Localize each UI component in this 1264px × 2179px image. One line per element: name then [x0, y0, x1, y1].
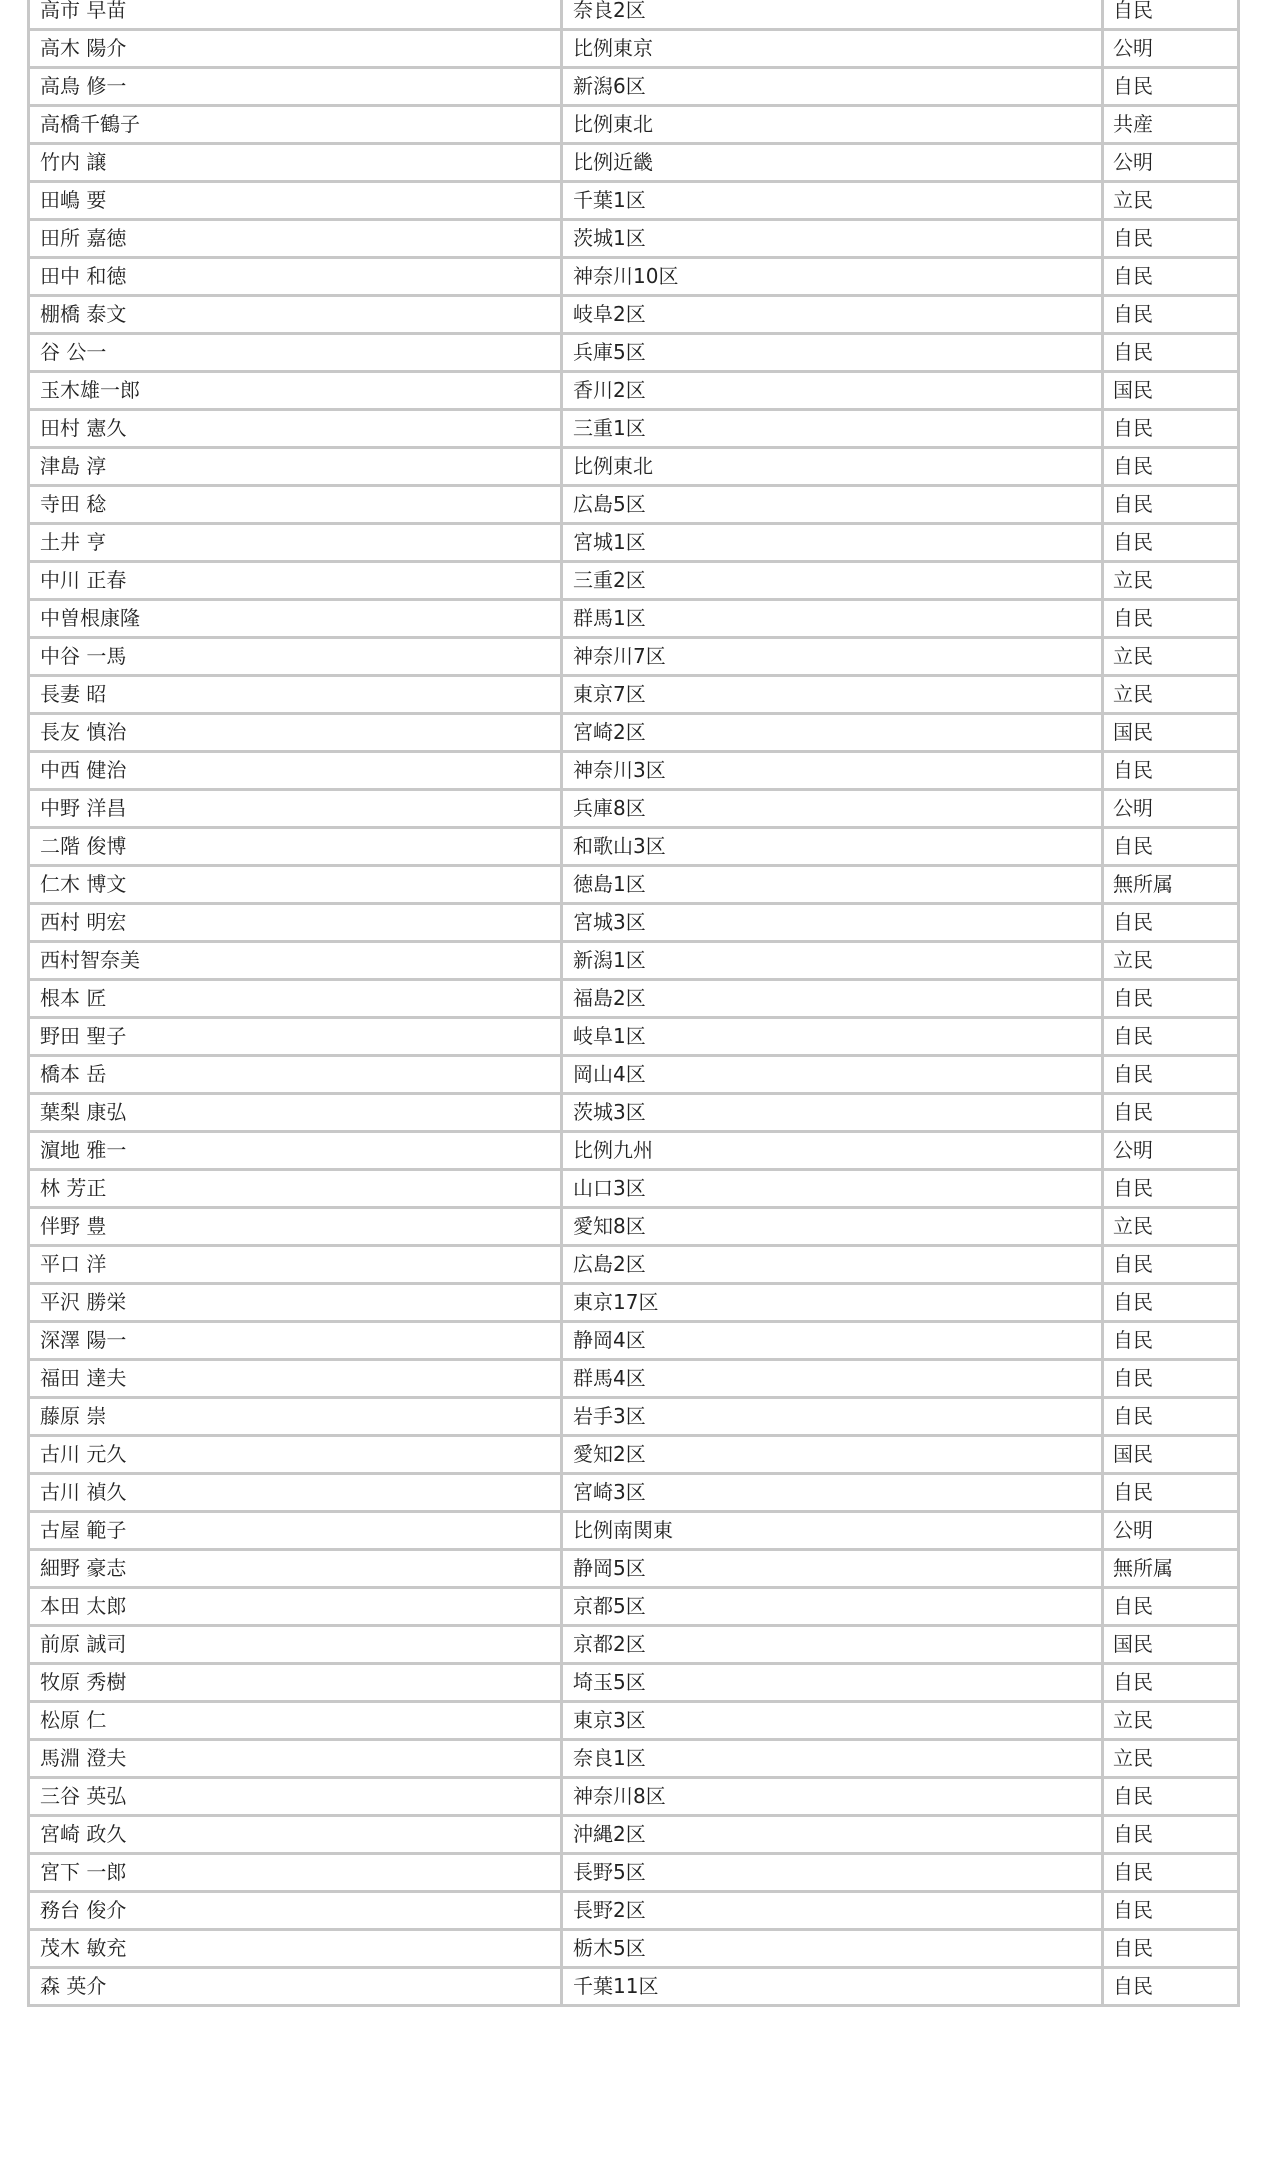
- member-name-cell: 二階 俊博: [29, 828, 562, 866]
- member-name-cell: 谷 公一: [29, 334, 562, 372]
- table-row: [29, 904, 1239, 942]
- table-row: [29, 68, 1239, 106]
- party-cell: 自民: [1103, 220, 1239, 258]
- member-name-cell: 中曽根康隆: [29, 600, 562, 638]
- district-cell: 兵庫8区: [562, 790, 1103, 828]
- party-cell: 公明: [1103, 30, 1239, 68]
- district-cell: 比例南関東: [562, 1512, 1103, 1550]
- member-name-cell: 宮下 一郎: [29, 1854, 562, 1892]
- table-row: [29, 448, 1239, 486]
- member-name-cell: 茂木 敏充: [29, 1930, 562, 1968]
- party-cell: 立民: [1103, 1740, 1239, 1778]
- party-cell: 自民: [1103, 524, 1239, 562]
- table-row: [29, 1322, 1239, 1360]
- district-cell: 兵庫5区: [562, 334, 1103, 372]
- table-row: [29, 866, 1239, 904]
- district-cell: 岐阜1区: [562, 1018, 1103, 1056]
- district-cell: 宮城1区: [562, 524, 1103, 562]
- table-row: [29, 638, 1239, 676]
- district-cell: 沖縄2区: [562, 1816, 1103, 1854]
- district-cell: 静岡5区: [562, 1550, 1103, 1588]
- district-cell: 茨城1区: [562, 220, 1103, 258]
- table-row: [29, 1550, 1239, 1588]
- member-name-cell: 高木 陽介: [29, 30, 562, 68]
- table-row: [29, 258, 1239, 296]
- district-cell: 三重2区: [562, 562, 1103, 600]
- table-row: [29, 1094, 1239, 1132]
- district-cell: 神奈川3区: [562, 752, 1103, 790]
- district-cell: 愛知2区: [562, 1436, 1103, 1474]
- member-name-cell: 野田 聖子: [29, 1018, 562, 1056]
- member-name-cell: 田中 和徳: [29, 258, 562, 296]
- member-name-cell: 牧原 秀樹: [29, 1664, 562, 1702]
- table-row: [29, 1436, 1239, 1474]
- table-row: [29, 1702, 1239, 1740]
- member-name-cell: 仁木 博文: [29, 866, 562, 904]
- member-name-cell: 田所 嘉徳: [29, 220, 562, 258]
- member-name-cell: 宮崎 政久: [29, 1816, 562, 1854]
- table-row: [29, 676, 1239, 714]
- table-row: [29, 752, 1239, 790]
- table-row: [29, 790, 1239, 828]
- party-cell: 立民: [1103, 676, 1239, 714]
- table-row: [29, 942, 1239, 980]
- party-cell: 公明: [1103, 1512, 1239, 1550]
- party-cell: 自民: [1103, 1056, 1239, 1094]
- party-cell: 国民: [1103, 714, 1239, 752]
- district-cell: 京都2区: [562, 1626, 1103, 1664]
- party-cell: 公明: [1103, 144, 1239, 182]
- district-cell: 栃木5区: [562, 1930, 1103, 1968]
- district-cell: 比例東北: [562, 448, 1103, 486]
- party-cell: 国民: [1103, 1626, 1239, 1664]
- district-cell: 愛知8区: [562, 1208, 1103, 1246]
- party-cell: 公明: [1103, 1132, 1239, 1170]
- member-name-cell: 伴野 豊: [29, 1208, 562, 1246]
- party-cell: 自民: [1103, 1968, 1239, 2006]
- table-row: [29, 1892, 1239, 1930]
- member-name-cell: 玉木雄一郎: [29, 372, 562, 410]
- party-cell: 立民: [1103, 1702, 1239, 1740]
- table-row: [29, 714, 1239, 752]
- district-cell: 新潟6区: [562, 68, 1103, 106]
- party-cell: 国民: [1103, 1436, 1239, 1474]
- table-row: [29, 524, 1239, 562]
- district-cell: 東京7区: [562, 676, 1103, 714]
- member-name-cell: 中西 健治: [29, 752, 562, 790]
- table-row: [29, 1778, 1239, 1816]
- member-name-cell: 津島 淳: [29, 448, 562, 486]
- table-row: [29, 1170, 1239, 1208]
- member-name-cell: 濵地 雅一: [29, 1132, 562, 1170]
- district-cell: 岐阜2区: [562, 296, 1103, 334]
- member-name-cell: 務台 俊介: [29, 1892, 562, 1930]
- district-cell: 和歌山3区: [562, 828, 1103, 866]
- district-cell: 比例近畿: [562, 144, 1103, 182]
- table-row: [29, 1056, 1239, 1094]
- member-name-cell: 三谷 英弘: [29, 1778, 562, 1816]
- party-cell: 自民: [1103, 1322, 1239, 1360]
- member-name-cell: 高市 早苗: [29, 0, 562, 30]
- members-table-container: [27, 0, 1237, 2007]
- table-row: [29, 1208, 1239, 1246]
- party-cell: 自民: [1103, 600, 1239, 638]
- party-cell: 自民: [1103, 828, 1239, 866]
- table-row: [29, 30, 1239, 68]
- table-row: [29, 1664, 1239, 1702]
- party-cell: 自民: [1103, 1284, 1239, 1322]
- table-row: [29, 1246, 1239, 1284]
- district-cell: 新潟1区: [562, 942, 1103, 980]
- party-cell: 立民: [1103, 942, 1239, 980]
- party-cell: 立民: [1103, 638, 1239, 676]
- party-cell: 自民: [1103, 1398, 1239, 1436]
- district-cell: 宮城3区: [562, 904, 1103, 942]
- table-row: [29, 106, 1239, 144]
- table-row: [29, 144, 1239, 182]
- party-cell: 自民: [1103, 486, 1239, 524]
- table-row: [29, 1740, 1239, 1778]
- district-cell: 比例東京: [562, 30, 1103, 68]
- party-cell: 自民: [1103, 1664, 1239, 1702]
- table-row: [29, 1132, 1239, 1170]
- member-name-cell: 古川 元久: [29, 1436, 562, 1474]
- table-row: [29, 562, 1239, 600]
- district-cell: 東京17区: [562, 1284, 1103, 1322]
- member-name-cell: 長友 慎治: [29, 714, 562, 752]
- party-cell: 無所属: [1103, 1550, 1239, 1588]
- party-cell: 自民: [1103, 448, 1239, 486]
- party-cell: 自民: [1103, 1094, 1239, 1132]
- member-name-cell: 田嶋 要: [29, 182, 562, 220]
- table-row: [29, 1398, 1239, 1436]
- member-name-cell: 平沢 勝栄: [29, 1284, 562, 1322]
- party-cell: 自民: [1103, 1018, 1239, 1056]
- party-cell: 自民: [1103, 1854, 1239, 1892]
- member-name-cell: 前原 誠司: [29, 1626, 562, 1664]
- member-name-cell: 竹内 譲: [29, 144, 562, 182]
- member-name-cell: 中川 正春: [29, 562, 562, 600]
- member-name-cell: 西村智奈美: [29, 942, 562, 980]
- party-cell: 無所属: [1103, 866, 1239, 904]
- district-cell: 千葉1区: [562, 182, 1103, 220]
- district-cell: 静岡4区: [562, 1322, 1103, 1360]
- member-name-cell: 林 芳正: [29, 1170, 562, 1208]
- table-row: [29, 1284, 1239, 1322]
- table-row: [29, 828, 1239, 866]
- table-row: [29, 334, 1239, 372]
- member-name-cell: 葉梨 康弘: [29, 1094, 562, 1132]
- party-cell: 自民: [1103, 0, 1239, 30]
- member-name-cell: 橋本 岳: [29, 1056, 562, 1094]
- district-cell: 千葉11区: [562, 1968, 1103, 2006]
- party-cell: 自民: [1103, 1474, 1239, 1512]
- member-name-cell: 高橋千鶴子: [29, 106, 562, 144]
- table-row: [29, 410, 1239, 448]
- party-cell: 立民: [1103, 182, 1239, 220]
- district-cell: 宮崎2区: [562, 714, 1103, 752]
- district-cell: 福島2区: [562, 980, 1103, 1018]
- member-name-cell: 中野 洋昌: [29, 790, 562, 828]
- district-cell: 香川2区: [562, 372, 1103, 410]
- party-cell: 公明: [1103, 790, 1239, 828]
- table-row: [29, 0, 1239, 30]
- party-cell: 自民: [1103, 1892, 1239, 1930]
- district-cell: 神奈川7区: [562, 638, 1103, 676]
- district-cell: 岩手3区: [562, 1398, 1103, 1436]
- members-table: [27, 0, 1240, 2007]
- table-row: [29, 1018, 1239, 1056]
- district-cell: 比例東北: [562, 106, 1103, 144]
- table-row: [29, 1512, 1239, 1550]
- member-name-cell: 土井 亨: [29, 524, 562, 562]
- district-cell: 神奈川8区: [562, 1778, 1103, 1816]
- table-row: [29, 1474, 1239, 1512]
- party-cell: 自民: [1103, 980, 1239, 1018]
- district-cell: 長野2区: [562, 1892, 1103, 1930]
- party-cell: 立民: [1103, 1208, 1239, 1246]
- table-row: [29, 486, 1239, 524]
- member-name-cell: 馬淵 澄夫: [29, 1740, 562, 1778]
- table-row: [29, 1854, 1239, 1892]
- district-cell: 奈良2区: [562, 0, 1103, 30]
- district-cell: 宮崎3区: [562, 1474, 1103, 1512]
- table-row: [29, 1588, 1239, 1626]
- party-cell: 自民: [1103, 1170, 1239, 1208]
- member-name-cell: 福田 達夫: [29, 1360, 562, 1398]
- party-cell: 自民: [1103, 296, 1239, 334]
- member-name-cell: 深澤 陽一: [29, 1322, 562, 1360]
- table-row: [29, 1626, 1239, 1664]
- party-cell: 自民: [1103, 1588, 1239, 1626]
- party-cell: 自民: [1103, 752, 1239, 790]
- district-cell: 山口3区: [562, 1170, 1103, 1208]
- member-name-cell: 藤原 崇: [29, 1398, 562, 1436]
- district-cell: 広島5区: [562, 486, 1103, 524]
- table-row: [29, 600, 1239, 638]
- district-cell: 徳島1区: [562, 866, 1103, 904]
- member-name-cell: 本田 太郎: [29, 1588, 562, 1626]
- member-name-cell: 寺田 稔: [29, 486, 562, 524]
- table-row: [29, 1360, 1239, 1398]
- district-cell: 三重1区: [562, 410, 1103, 448]
- table-row: [29, 372, 1239, 410]
- party-cell: 共産: [1103, 106, 1239, 144]
- district-cell: 東京3区: [562, 1702, 1103, 1740]
- member-name-cell: 細野 豪志: [29, 1550, 562, 1588]
- member-name-cell: 松原 仁: [29, 1702, 562, 1740]
- district-cell: 比例九州: [562, 1132, 1103, 1170]
- district-cell: 群馬1区: [562, 600, 1103, 638]
- member-name-cell: 田村 憲久: [29, 410, 562, 448]
- party-cell: 自民: [1103, 1246, 1239, 1284]
- party-cell: 立民: [1103, 562, 1239, 600]
- member-name-cell: 高鳥 修一: [29, 68, 562, 106]
- member-name-cell: 西村 明宏: [29, 904, 562, 942]
- party-cell: 自民: [1103, 258, 1239, 296]
- party-cell: 自民: [1103, 904, 1239, 942]
- party-cell: 自民: [1103, 68, 1239, 106]
- party-cell: 自民: [1103, 1930, 1239, 1968]
- district-cell: 広島2区: [562, 1246, 1103, 1284]
- district-cell: 京都5区: [562, 1588, 1103, 1626]
- district-cell: 群馬4区: [562, 1360, 1103, 1398]
- district-cell: 埼玉5区: [562, 1664, 1103, 1702]
- member-name-cell: 古屋 範子: [29, 1512, 562, 1550]
- member-name-cell: 古川 禎久: [29, 1474, 562, 1512]
- table-row: [29, 182, 1239, 220]
- district-cell: 神奈川10区: [562, 258, 1103, 296]
- district-cell: 長野5区: [562, 1854, 1103, 1892]
- party-cell: 自民: [1103, 1816, 1239, 1854]
- members-table-body: [29, 0, 1239, 2006]
- table-row: [29, 220, 1239, 258]
- party-cell: 国民: [1103, 372, 1239, 410]
- table-row: [29, 1930, 1239, 1968]
- district-cell: 奈良1区: [562, 1740, 1103, 1778]
- member-name-cell: 棚橋 泰文: [29, 296, 562, 334]
- party-cell: 自民: [1103, 1360, 1239, 1398]
- district-cell: 茨城3区: [562, 1094, 1103, 1132]
- member-name-cell: 森 英介: [29, 1968, 562, 2006]
- table-row: [29, 980, 1239, 1018]
- member-name-cell: 中谷 一馬: [29, 638, 562, 676]
- district-cell: 岡山4区: [562, 1056, 1103, 1094]
- table-row: [29, 296, 1239, 334]
- party-cell: 自民: [1103, 1778, 1239, 1816]
- member-name-cell: 根本 匠: [29, 980, 562, 1018]
- party-cell: 自民: [1103, 410, 1239, 448]
- table-row: [29, 1968, 1239, 2006]
- member-name-cell: 平口 洋: [29, 1246, 562, 1284]
- party-cell: 自民: [1103, 334, 1239, 372]
- member-name-cell: 長妻 昭: [29, 676, 562, 714]
- table-row: [29, 1816, 1239, 1854]
